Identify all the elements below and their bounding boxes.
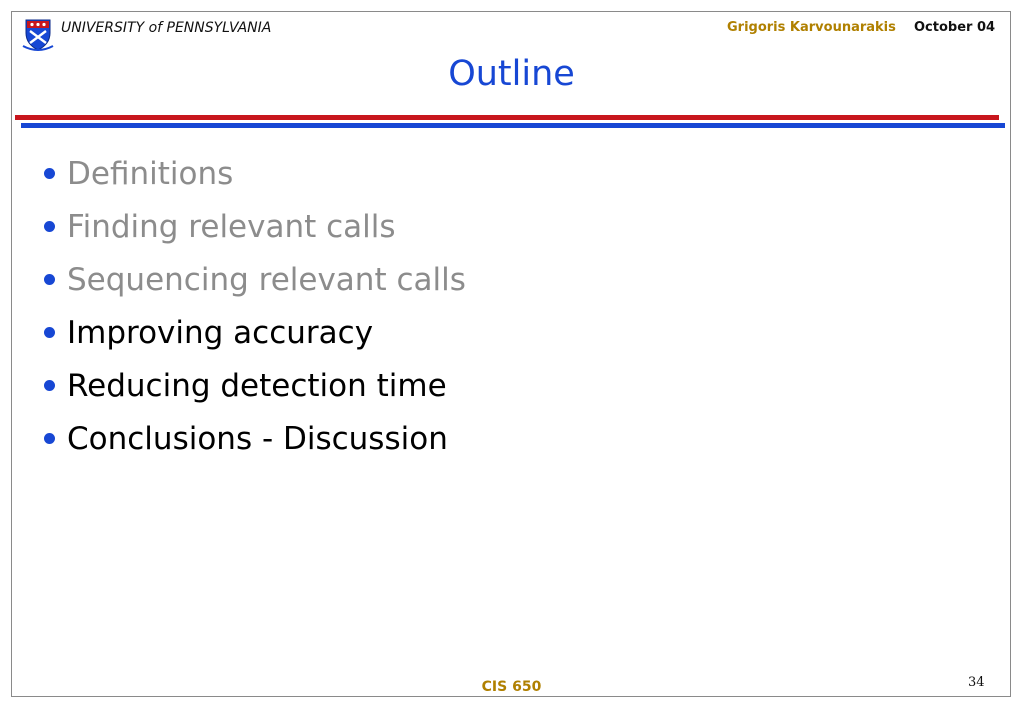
bullet-icon (44, 274, 55, 285)
outline-item-label: Finding relevant calls (67, 208, 396, 245)
outline-item (44, 359, 466, 412)
title-divider-red (15, 115, 999, 120)
page-number: 34 (968, 675, 985, 690)
outline-item (44, 147, 466, 200)
outline-item (44, 306, 466, 359)
course-code: CIS 650 (481, 679, 542, 695)
outline-item-label: Definitions (67, 155, 234, 192)
outline-item-label: Sequencing relevant calls (67, 261, 466, 298)
title-divider-blue (21, 123, 1005, 128)
bullet-icon (44, 327, 55, 338)
bullet-icon (44, 433, 55, 444)
outline-item (44, 412, 466, 465)
university-name: UNIVERSITY of PENNSYLVANIA (61, 20, 272, 36)
bullet-icon (44, 168, 55, 179)
slide-title: Outline (448, 54, 575, 94)
outline-item-label: Reducing detection time (67, 367, 447, 404)
outline-item (44, 253, 466, 306)
outline-list (44, 147, 466, 465)
outline-item-label: Conclusions - Discussion (67, 420, 448, 457)
bullet-icon (44, 221, 55, 232)
outline-item (44, 200, 466, 253)
outline-item-label: Improving accuracy (67, 314, 374, 351)
presentation-date: October 04 (914, 20, 996, 35)
penn-shield-crest-icon (20, 16, 56, 52)
bullet-icon (44, 380, 55, 391)
author-name: Grigoris Karvounarakis (727, 20, 896, 35)
